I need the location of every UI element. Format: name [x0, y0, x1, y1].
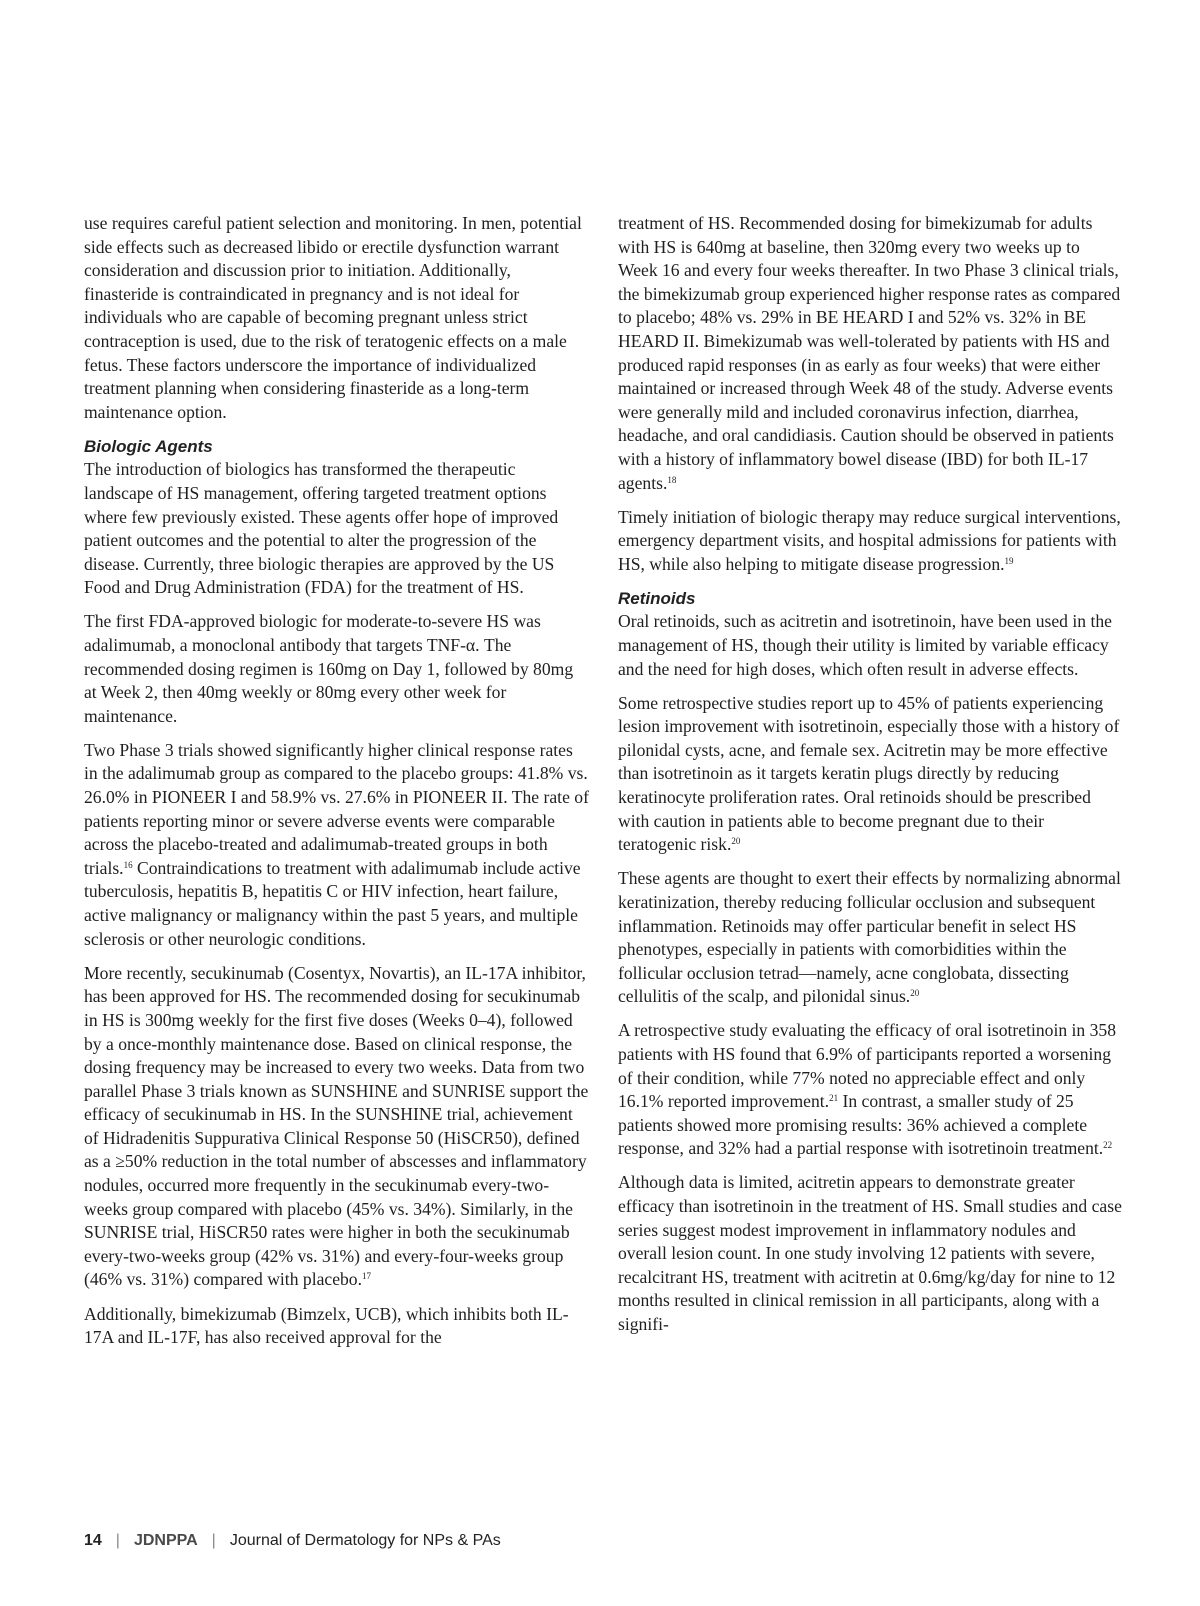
- paragraph-text: In contrast, a smaller study of 25 patients showed more promising results: 36% achieved a complete response, and 32% had a partial response with isotretinoin treatment.: [618, 1091, 1104, 1159]
- reference-20: 20: [910, 988, 920, 999]
- reference-22: 22: [1103, 1140, 1113, 1151]
- paragraph-finasteride: use requires careful patient selection and monitoring. In men, potential side effects such as decreased libido or erectile dysfunction warrant consideration and discussion prior to initiation. Additionally, finasteride is contraindicated in pregnancy and is not ideal for individuals who are capable of becoming pregnant unless strict contraception is used, due to the risk of teratogenic effects on a male fetus. These factors underscore the importance of individualized treatment planning when considering finasteride as a long-term maintenance option.: [84, 213, 582, 422]
- paragraph-bimekizumab-intro: Additionally, bimekizumab (Bimzelx, UCB), which inhibits both IL-17A and IL-17F, has also received approval for the: [84, 1303, 569, 1348]
- paragraph-bimekizumab: [618, 212, 1123, 495]
- paragraph-retinoids-intro: Oral retinoids, such as acitretin and isotretinoin, have been used in the management of HS, though their utility is limited by variable efficacy and the need for high doses, which often result in adverse effects.: [618, 611, 1112, 679]
- paragraph-acitretin: Although data is limited, acitretin appears to demonstrate greater efficacy than isotretinoin in the treatment of HS. Small studies and case series suggest modest improvement in inflammatory nodules and overall lesion count. In one study involving 12 patients with severe, recalcitrant HS, treatment with acitretin at 0.6mg/kg/day for nine to 12 months resulted in clinical remission in all participants, along with a signifi-: [618, 1172, 1122, 1335]
- paragraph-text: treatment of HS. Recommended dosing for bimekizumab for adults with HS is 640mg at baseline, then 320mg every two weeks up to Week 16 and every four weeks thereafter. In two Phase 3 clinical trials, the bimekizumab group experienced higher response rates as compared to placebo; 48% vs. 29% in BE HEARD I and 52% vs. 32% in BE HEARD II. Bimekizumab was well-tolerated by patients with HS and produced rapid responses (in as early as four weeks) that were either maintained or increased through Week 48 of the study. Adverse events were generally mild and included coronavirus infection, diarrhea, headache, and oral candidiasis. Caution should be observed in patients with a history of inflammatory bowel disease (IBD) for both IL-17 agents.: [618, 213, 1121, 493]
- paragraph-adalimumab: The first FDA-approved biologic for moderate-to-severe HS was adalimumab, a monoclonal antibody that targets TNF-α. The recommended dosing regimen is 160mg on Day 1, followed by 80mg at Week 2, then 40mg weekly or 80mg every other week for maintenance.: [84, 611, 574, 726]
- footer-separator: |: [211, 1532, 216, 1549]
- paragraph-biologics-intro: The introduction of biologics has transformed the therapeutic landscape of HS management, offering targeted treatment options where few previously existed. These agents offer hope of improved patient outcomes and the potential to alter the progression of the disease. Currently, three biologic therapies are approved by the US Food and Drug Administration (FDA) for the treatment of HS.: [84, 459, 559, 598]
- reference-16: 16: [123, 859, 133, 870]
- reference-17: 17: [362, 1271, 371, 1282]
- paragraph-text: A retrospective study evaluating the efficacy of oral isotretinoin in 358 patients with HS found that 6.9% of participants reported a worsening of their condition, while 77% noted no appreciable effect and only 16.1% reported improvement.: [618, 1020, 1117, 1112]
- paragraph-isotretinoin-study: [618, 1019, 1123, 1161]
- journal-title: Journal of Dermatology for NPs & PAs: [229, 1532, 501, 1549]
- paragraph-timely-initiation: [618, 506, 1123, 577]
- paragraph-adalimumab-trials: [84, 739, 589, 951]
- paragraph-text: Contraindications to treatment with adalimumab include active tuberculosis, hepatitis B, hepatitis C or HIV infection, heart failure, active malignancy or malignancy within the past 5 years, and multiple sclerosis or other neurologic conditions.: [84, 857, 581, 949]
- paragraph-text: Two Phase 3 trials showed significantly higher clinical response rates in the adalimumab group as compared to the placebo groups: 41.8% vs. 26.0% in PIONEER I and 58.9% vs. 27.6% in PIONEER II. The rate of patients reporting minor or severe adverse events were comparable across the placebo-treated and adalimumab-treated groups in both trials.: [84, 739, 589, 878]
- section-heading-retinoids: Retinoids: [618, 589, 696, 609]
- paragraph-secukinumab: [84, 962, 589, 1292]
- page-number: 14: [84, 1532, 102, 1549]
- paragraph-text: Some retrospective studies report up to 45% of patients experiencing lesion improvement with isotretinoin, especially those with a history of pilonidal cysts, acne, and female sex. Acitretin may be more effective than isotretinoin as it targets keratin plugs directly by reducing keratinocyte proliferation rates. Oral retinoids should be prescribed with caution in patients able to become pregnant due to their teratogenic risk.: [618, 692, 1120, 855]
- journal-brand: JDNPPA: [133, 1532, 198, 1549]
- footer-separator: |: [115, 1532, 120, 1549]
- reference-18: 18: [667, 474, 677, 485]
- section-heading-biologic-agents: Biologic Agents: [84, 437, 213, 457]
- paragraph-text: More recently, secukinumab (Cosentyx, Novartis), an IL-17A inhibitor, has been approved for HS. The recommended dosing for secukinumab in HS is 300mg weekly for the first five doses (Weeks 0–4), followed by a once-monthly maintenance dose. Based on clinical response, the dosing frequency may be increased to every two weeks. Data from two parallel Phase 3 trials known as SUNSHINE and SUNRISE support the efficacy of secukinumab in HS. In the SUNSHINE trial, achievement of Hidradenitis Suppurativa Clinical Response 50 (HiSCR50), defined as a ≥50% reduction in the total number of abscesses and inflammatory nodules, occurred more frequently in the secukinumab every-two-weeks group compared with placebo (45% vs. 34%). Similarly, in the SUNRISE trial, HiSCR50 rates were higher in both the secukinumab every-two-weeks group (42% vs. 31%) and every-four-weeks group (46% vs. 31%) compared with placebo.: [84, 962, 589, 1290]
- paragraph-text: Timely initiation of biologic therapy may reduce surgical interventions, emergency department visits, and hospital admissions for patients with HS, while also helping to mitigate disease progression.: [618, 506, 1121, 574]
- reference-21: 21: [829, 1093, 839, 1104]
- page-footer: [84, 1532, 501, 1550]
- left-column: [84, 212, 589, 1360]
- reference-19: 19: [1004, 555, 1014, 566]
- paragraph-text: These agents are thought to exert their effects by normalizing abnormal keratinization, thereby reducing follicular occlusion and subsequent inflammation. Retinoids may offer particular benefit in select HS phenotypes, especially in patients with comorbidities within the follicular occlusion tetrad—namely, acne conglobata, dissecting cellulitis of the scalp, and pilonidal sinus.: [618, 868, 1121, 1007]
- paragraph-retrospective-studies: [618, 692, 1123, 857]
- paragraph-keratinization: [618, 867, 1123, 1009]
- right-column: [618, 212, 1123, 1347]
- reference-20: 20: [731, 836, 741, 847]
